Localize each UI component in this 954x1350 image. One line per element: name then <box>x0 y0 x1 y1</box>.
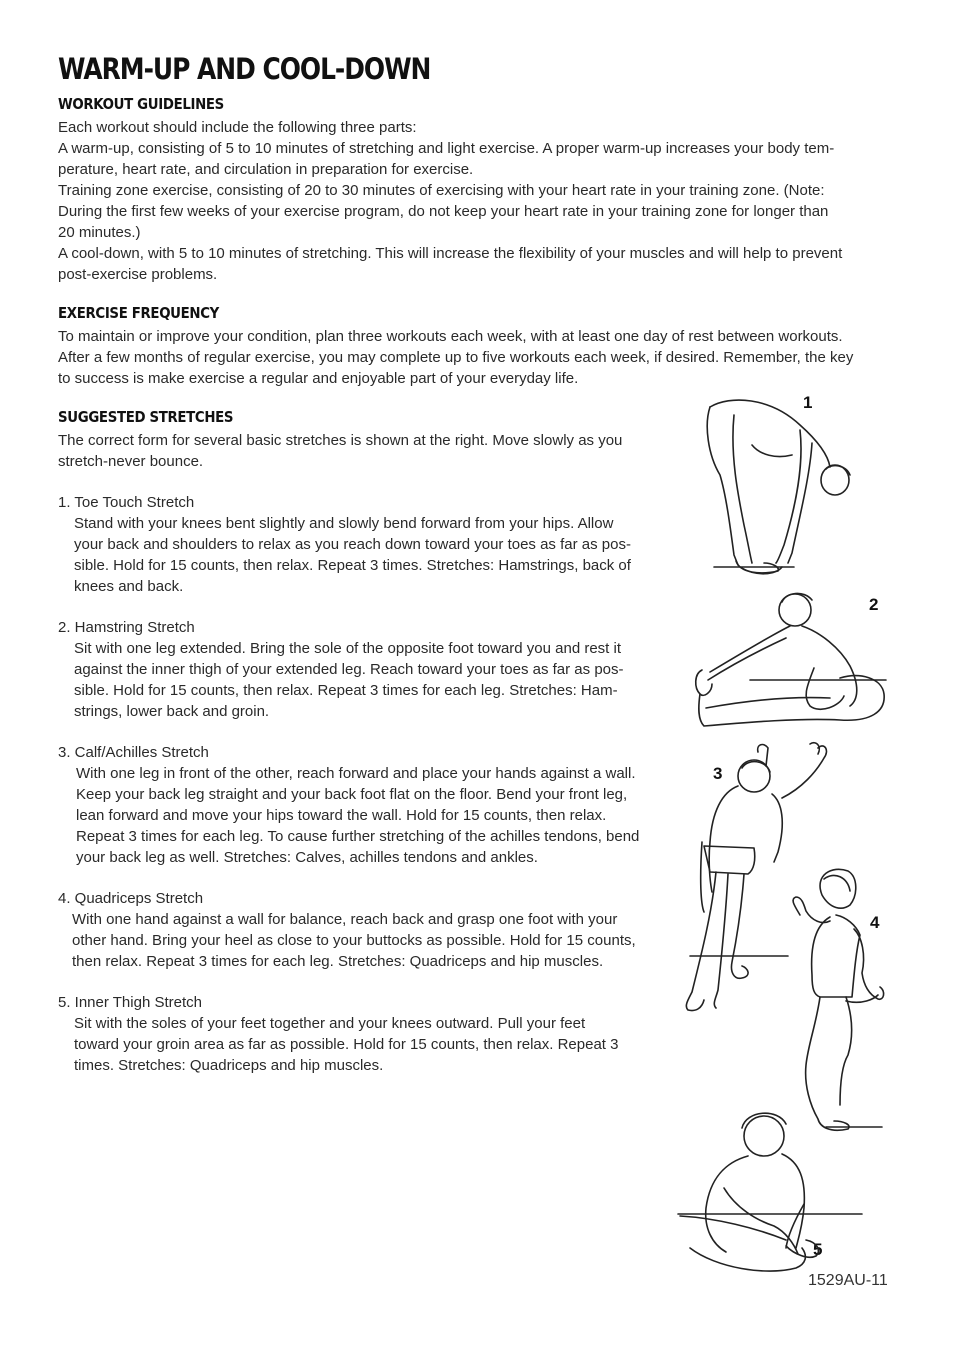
stretch-5-line: times. Stretches: Quadriceps and hip muscles. <box>74 1057 384 1074</box>
guidelines-line: post-exercise problems. <box>58 266 218 283</box>
guidelines-line: During the first few weeks of your exercise program, do not keep your heart rate in your training zone for longer than <box>58 203 829 220</box>
page-footer-code: 1529AU-11 <box>808 1272 888 1289</box>
section-heading-frequency: EXERCISE FREQUENCY <box>58 304 219 322</box>
stretch-title-3: 3. Calf/Achilles Stretch <box>58 744 209 761</box>
stretch-1-line: sible. Hold for 15 counts, then relax. Repeat 3 times. Stretches: Hamstrings, back of <box>74 557 631 574</box>
stretch-2-line: strings, lower back and groin. <box>74 703 270 720</box>
figure-number-1: 1 <box>803 393 813 412</box>
stretch-3-line: Repeat 3 times for each leg. To cause further stretching of the achilles tendons, bend <box>76 828 640 845</box>
stretch-3-line: Keep your back leg straight and your back foot flat on the floor. Bend your front leg, <box>76 786 628 803</box>
guidelines-line: Each workout should include the following three parts: <box>58 119 417 136</box>
stretch-4-line: With one hand against a wall for balance, reach back and grasp one foot with your <box>72 911 618 928</box>
stretch-1-line: knees and back. <box>74 578 184 595</box>
figure-number-5: 5 <box>813 1240 823 1259</box>
stretch-2-line: sible. Hold for 15 counts, then relax. Repeat 3 times for each leg. Stretches: Ham- <box>74 682 618 699</box>
stretch-4-line: then relax. Repeat 3 times for each leg. Stretches: Quadriceps and hip muscles. <box>72 953 604 970</box>
stretch-1-line: Stand with your knees bent slightly and slowly bend forward from your hips. Allow <box>74 515 614 532</box>
stretch-5-line: Sit with the soles of your feet together and your knees outward. Pull your feet <box>74 1015 586 1032</box>
stretch-title-2: 2. Hamstring Stretch <box>58 619 195 636</box>
stretch-2-line: against the inner thigh of your extended leg. Reach toward your toes as far as pos- <box>74 661 624 678</box>
guidelines-line: A warm-up, consisting of 5 to 10 minutes of stretching and light exercise. A proper warm-up increases your body tem- <box>58 140 835 157</box>
guidelines-line: perature, heart rate, and circulation in preparation for exercise. <box>58 161 474 178</box>
inner-thigh-figure-icon <box>676 1108 866 1278</box>
frequency-line: After a few months of regular exercise, you may complete up to five workouts each week, if desired. Remember, the key <box>58 349 854 366</box>
stretch-2-line: Sit with one leg extended. Bring the sole of the opposite foot toward you and rest it <box>74 640 622 657</box>
figure-number-4: 4 <box>870 913 880 932</box>
quadriceps-figure-icon <box>786 865 886 1135</box>
stretch-title-1: 1. Toe Touch Stretch <box>58 494 195 511</box>
frequency-line: to success is make exercise a regular and enjoyable part of your everyday life. <box>58 370 579 387</box>
guidelines-line: A cool-down, with 5 to 10 minutes of stretching. This will increase the flexibility of your muscles and will help to prevent <box>58 245 843 262</box>
stretch-3-line: With one leg in front of the other, reach forward and place your hands against a wall. <box>76 765 636 782</box>
stretch-3-line: lean forward and move your hips toward the wall. Hold for 15 counts, then relax. <box>76 807 607 824</box>
toe-touch-figure-icon <box>700 395 860 585</box>
stretch-5-line: toward your groin area as far as possible. Hold for 15 counts, then relax. Repeat 3 <box>74 1036 619 1053</box>
stretch-1-line: your back and shoulders to relax as you reach down toward your toes as far as pos- <box>74 536 631 553</box>
section-heading-guidelines: WORKOUT GUIDELINES <box>58 95 224 113</box>
hamstring-figure-icon <box>690 588 890 733</box>
section-heading-stretches: SUGGESTED STRETCHES <box>58 408 234 426</box>
stretch-title-5: 5. Inner Thigh Stretch <box>58 994 202 1011</box>
guidelines-line: 20 minutes.) <box>58 224 141 241</box>
page-title: WARM-UP AND COOL-DOWN <box>58 52 431 86</box>
stretch-4-line: other hand. Bring your heel as close to your buttocks as possible. Hold for 15 counts, <box>72 932 636 949</box>
stretches-intro-line: stretch-never bounce. <box>58 453 204 470</box>
guidelines-line: Training zone exercise, consisting of 20 to 30 minutes of exercising with your heart rate in your training zone. (Note: <box>58 182 825 199</box>
frequency-line: To maintain or improve your condition, plan three workouts each week, with at least one day of rest between workouts. <box>58 328 843 345</box>
figure-number-2: 2 <box>869 595 879 614</box>
stretch-3-line: your back leg as well. Stretches: Calves, achilles tendons and ankles. <box>76 849 538 866</box>
figure-number-3: 3 <box>713 764 723 783</box>
stretches-intro-line: The correct form for several basic stretches is shown at the right. Move slowly as you <box>58 432 623 449</box>
stretch-title-4: 4. Quadriceps Stretch <box>58 890 204 907</box>
